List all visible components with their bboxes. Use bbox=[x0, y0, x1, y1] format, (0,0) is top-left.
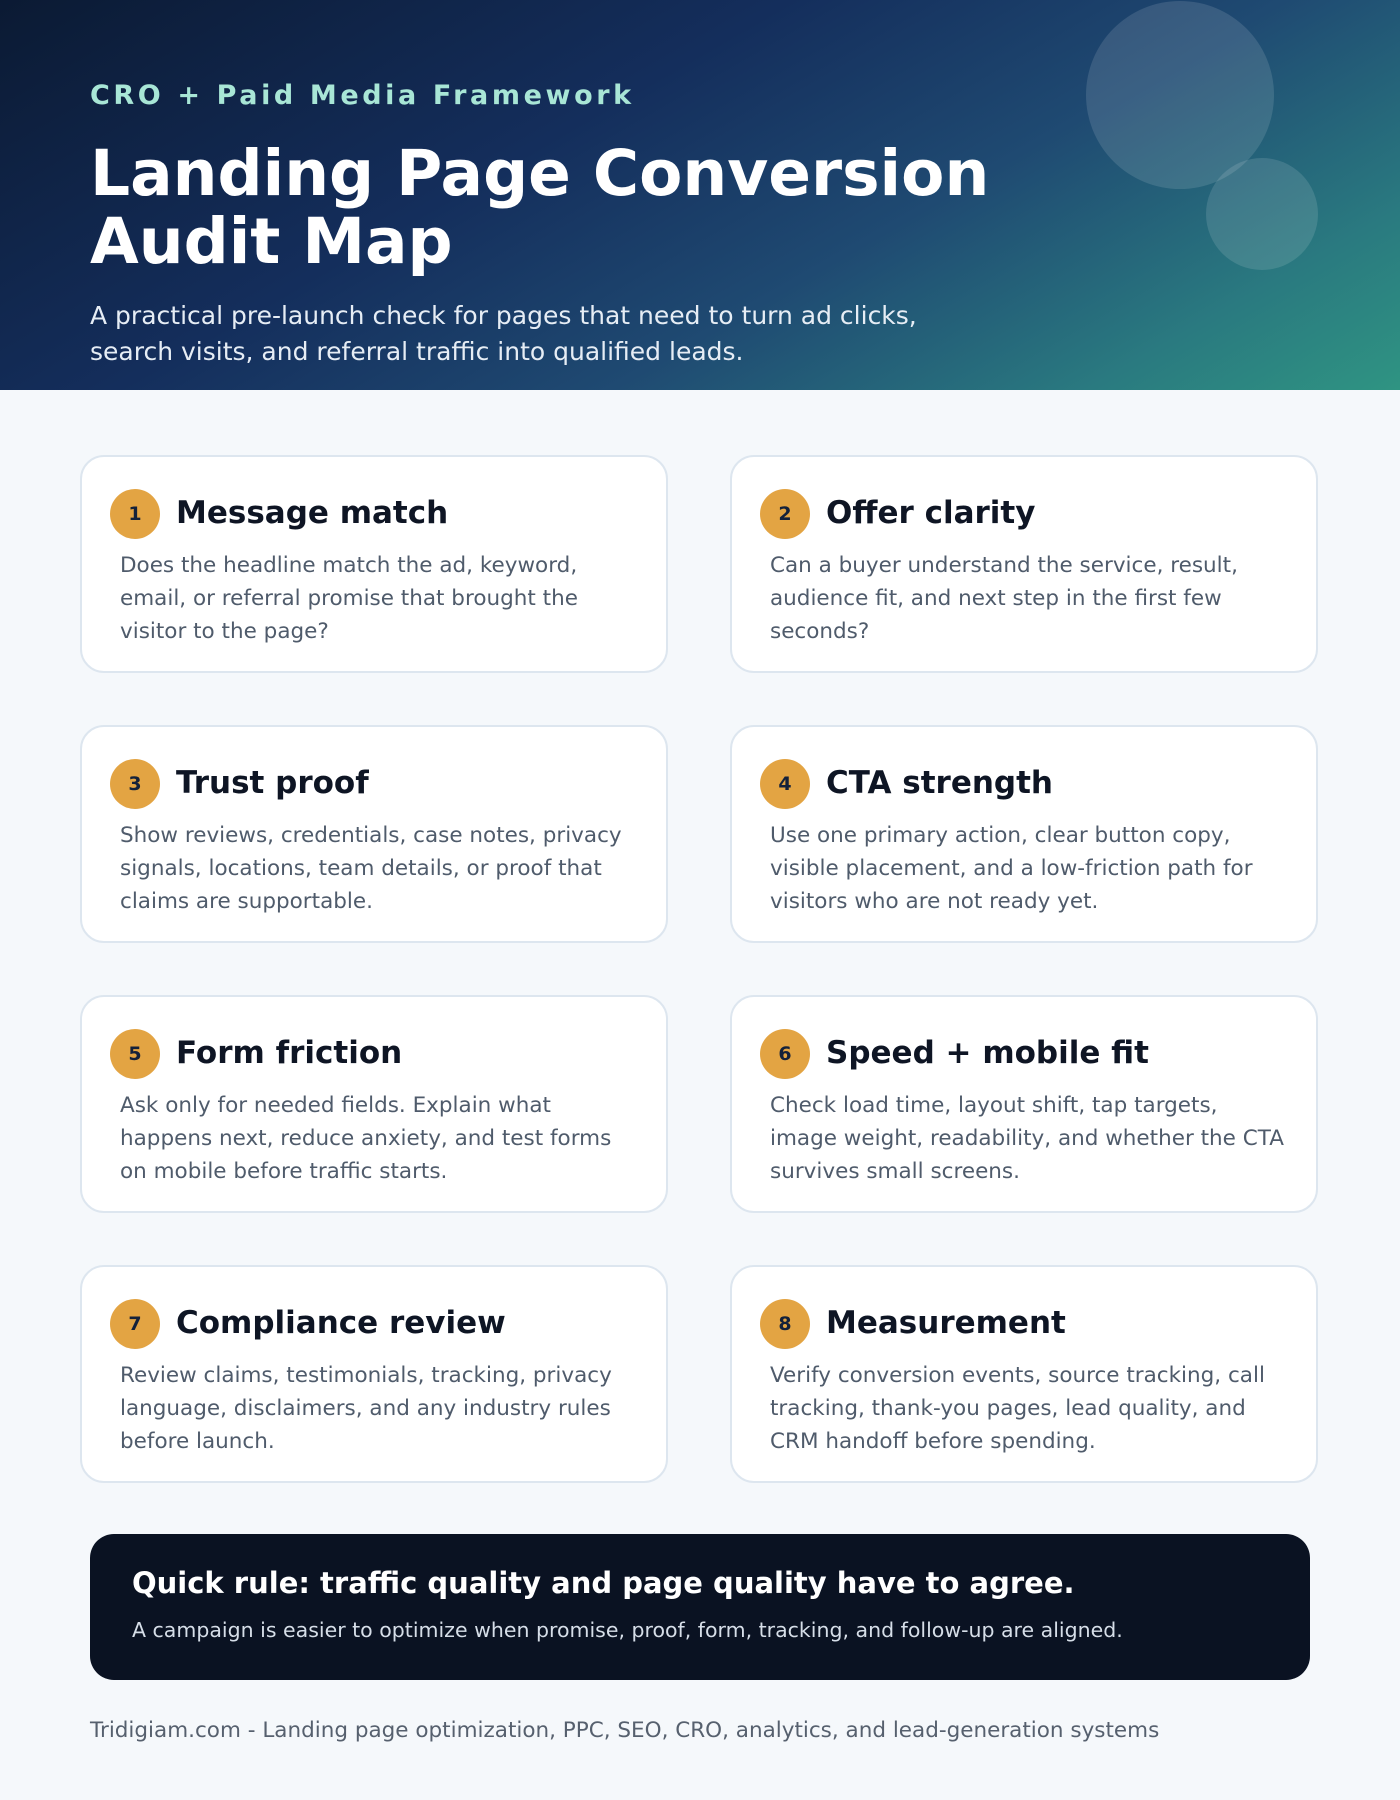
card-description: Ask only for needed fields. Explain what happens next, reduce anxiety, and test forms on mobile before traffic starts. bbox=[120, 1093, 612, 1184]
card-title: Compliance review bbox=[176, 1305, 506, 1341]
step-number-badge: 2 bbox=[760, 489, 810, 539]
card-description: Does the headline match the ad, keyword, email, or referral promise that brought the visitor to the page? bbox=[120, 553, 578, 644]
card-description: Review claims, testimonials, tracking, privacy language, disclaimers, and any industry rules before launch. bbox=[120, 1363, 612, 1454]
card-description: Use one primary action, clear button copy, visible placement, and a low-friction path for visitors who are not ready yet. bbox=[770, 823, 1253, 914]
card-title: Offer clarity bbox=[826, 495, 1036, 531]
card-description: Show reviews, credentials, case notes, privacy signals, locations, team details, or proof that claims are supportable. bbox=[120, 823, 622, 914]
card-description: Can a buyer understand the service, result, audience fit, and next step in the first few seconds? bbox=[770, 553, 1238, 644]
step-number-badge: 6 bbox=[760, 1029, 810, 1079]
audit-card-form-friction bbox=[80, 995, 668, 1213]
callout-title: Quick rule: traffic quality and page quality have to agree. bbox=[132, 1566, 1075, 1600]
footer-credit: Tridigiam.com - Landing page optimization, PPC, SEO, CRO, analytics, and lead-generation systems bbox=[90, 1718, 1160, 1743]
card-title: Measurement bbox=[826, 1305, 1066, 1341]
card-title: Trust proof bbox=[176, 765, 369, 801]
hero-banner bbox=[0, 0, 1400, 390]
step-number-badge: 1 bbox=[110, 489, 160, 539]
audit-card-measurement bbox=[730, 1265, 1318, 1483]
callout-description: A campaign is easier to optimize when promise, proof, form, tracking, and follow-up are aligned. bbox=[132, 1618, 1123, 1642]
step-number-badge: 8 bbox=[760, 1299, 810, 1349]
page-title: Landing Page Conversion Audit Map bbox=[90, 137, 990, 278]
audit-card-speed-mobile-fit bbox=[730, 995, 1318, 1213]
audit-card-cta-strength bbox=[730, 725, 1318, 943]
quick-rule-callout bbox=[90, 1534, 1310, 1680]
card-title: Form friction bbox=[176, 1035, 403, 1071]
audit-card-compliance-review bbox=[80, 1265, 668, 1483]
card-title: CTA strength bbox=[826, 765, 1054, 801]
decorative-circle-small bbox=[1206, 158, 1318, 270]
step-number-badge: 5 bbox=[110, 1029, 160, 1079]
audit-card-offer-clarity bbox=[730, 455, 1318, 673]
step-number-badge: 3 bbox=[110, 759, 160, 809]
step-number-badge: 7 bbox=[110, 1299, 160, 1349]
audit-card-message-match bbox=[80, 455, 668, 673]
card-description: Check load time, layout shift, tap targets, image weight, readability, and whether the CTA survives small screens. bbox=[770, 1093, 1284, 1184]
page-subtitle: A practical pre-launch check for pages that need to turn ad clicks, search visits, and referral traffic into qualified leads. bbox=[90, 301, 917, 366]
card-title: Message match bbox=[176, 495, 449, 531]
card-description: Verify conversion events, source tracking, call tracking, thank-you pages, lead quality, and CRM handoff before spending. bbox=[770, 1363, 1265, 1454]
eyebrow-label: CRO + Paid Media Framework bbox=[90, 80, 635, 111]
audit-card-trust-proof bbox=[80, 725, 668, 943]
step-number-badge: 4 bbox=[760, 759, 810, 809]
card-title: Speed + mobile fit bbox=[826, 1035, 1149, 1071]
